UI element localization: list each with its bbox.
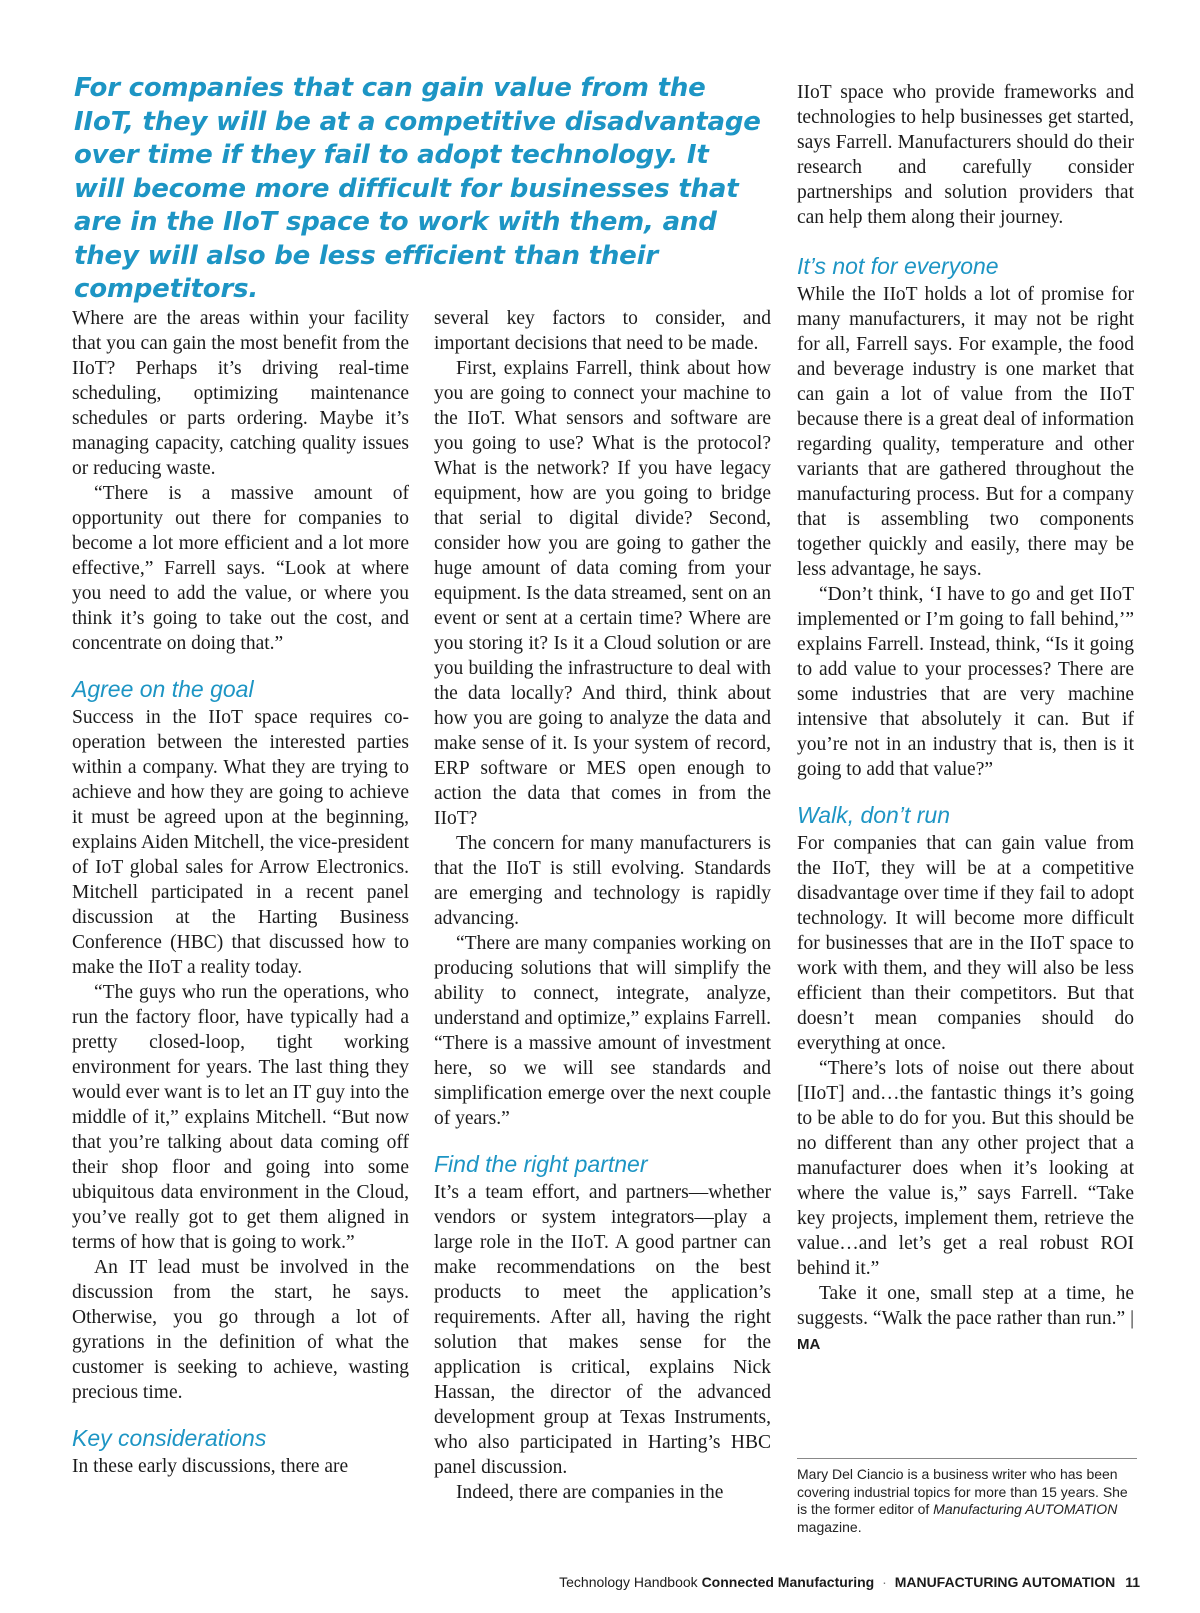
section-heading-find-the-right-partner: Find the right partner xyxy=(434,1151,648,1177)
end-mark: MA xyxy=(797,1336,821,1353)
bio-magazine-name: Manufacturing AUTOMATION xyxy=(933,1501,1118,1517)
paragraph: For companies that can gain value from the IIoT, they will be at a competitive disadvantage over time if they fail to adopt technology. It will become more difficult for businesses that are in the IIoT space to work with them, and they will also be less efficient than their competitors. But that doesn’t mean companies should do everything at once. xyxy=(797,833,1134,1054)
paragraph: “The guys who run the operations, who run the factory floor, have typically had a pretty closed-loop, tight working environment for years. The last thing they would ever want is to let an IT guy into the middle of it,” explains Mitchell. “But now that you’re talking about data coming off their shop floor and going into some ubiquitous data environment in the Cloud, you’ve really got to get them aligned in terms of how that is going to work.” xyxy=(72,982,409,1253)
paragraph: “There’s lots of noise out there about [IIoT] and…the fantastic things it’s going to be able to do for you. But this should be no different than any other project that a manufacturer does when it’s looking at where the value is,” says Farrell. “Take key projects, implement them, retrieve the value…and let’s get a real robust ROI behind it.” xyxy=(797,1058,1134,1279)
paragraph: An IT lead must be involved in the discussion from the start, he says. Otherwise, you go through a lot of gyrations in the definition of what the customer is seeking to achieve, wasting precious time. xyxy=(72,1257,409,1403)
footer-section: Connected Manufacturing xyxy=(701,1574,875,1590)
author-bio xyxy=(797,1466,1137,1536)
paragraph: While the IIoT holds a lot of promise for many manufacturers, it may not be right for all, Farrell says. For example, the food and beverage industry is one market that can gain a lot of value from the IIoT because there is a great deal of information regarding quality, temperature and other variants that are gathered throughout the manufacturing process. But for a company that is assembling two components together quickly and easily, there may be less advantage, he says. xyxy=(797,284,1134,580)
page-number: 11 xyxy=(1125,1574,1140,1590)
bio-text: Mary Del Ciancio is a business writer who has been covering industrial topics for more than 15 years. She is the former editor of xyxy=(797,1466,1128,1517)
paragraph: several key factors to consider, and important decisions that need to be made. xyxy=(434,308,771,354)
paragraph: Where are the areas within your facility that you can gain the most benefit from the IIoT? Perhaps it’s driving real-time scheduling, optimizing maintenance schedules or parts ordering. Maybe it’s managing capacity, catching quality issues or reducing waste. xyxy=(72,308,409,479)
paragraph: IIoT space who provide frameworks and technologies to help businesses get started, says Farrell. Manufacturers should do their research and carefully consider partnerships and solution providers that can help them along their journey. xyxy=(797,82,1134,228)
bio-divider xyxy=(797,1458,1137,1459)
paragraph: First, explains Farrell, think about how you are going to connect your machine to the IIoT. What sensors and software are you going to use? What is the protocol? What is the network? If you have legacy equipment, how are you going to bridge that serial to digital divide? Second, consider how you are going to gather the huge amount of data coming from your equipment. Is the data streamed, sent on an event or sent at a certain time? Where are you storing it? Is it a Cloud solution or are you building the infrastructure to deal with the data locally? And third, think about how you are going to analyze the data and make sense of it. Is your system of record, ERP software or MES open enough to action the data that comes in from the IIoT? xyxy=(434,358,771,829)
closing-text: Take it one, small step at a time, he suggests. “Walk the pace rather than run.” xyxy=(797,1283,1134,1329)
paragraph: In these early discussions, there are xyxy=(72,1456,349,1477)
article-column-2 xyxy=(434,306,771,1505)
footer-separator: · xyxy=(882,1574,887,1590)
page-footer xyxy=(559,1574,1140,1590)
section-heading-key-considerations: Key considerations xyxy=(72,1425,267,1451)
section-heading-walk-dont-run: Walk, don’t run xyxy=(797,802,950,828)
paragraph xyxy=(797,1281,1134,1357)
paragraph: Success in the IIoT space requires co-operation between the interested parties within a company. What they are trying to achieve and how they are going to achieve it must be agreed upon at the beginning, explains Aiden Mitchell, the vice-president of IoT global sales for Arrow Electronics. Mitchell participated in a recent panel discussion at the Harting Business Conference (HBC) that discussed how to make the IIoT a reality today. xyxy=(72,707,409,978)
section-heading-not-for-everyone: It’s not for everyone xyxy=(797,253,999,279)
article-column-1 xyxy=(72,306,409,1479)
footer-handbook: Technology Handbook xyxy=(559,1574,698,1590)
pull-quote: For companies that can gain value from the IIoT, they will be at a competitive disadvantage over time if they fail to adopt technology. It will become more difficult for businesses that are in the IIoT space to work with them, and they will also be less efficient than their competitors. xyxy=(74,73,761,304)
paragraph: Indeed, there are companies in the xyxy=(456,1482,724,1503)
paragraph: “There is a massive amount of opportunity out there for companies to become a lot more efficient and a lot more effective,” Farrell says. “Look at where you need to add the value, or where you think it’s going to take out the cost, and concentrate on doing that.” xyxy=(72,483,409,654)
end-separator: | xyxy=(1130,1308,1135,1329)
paragraph: “There are many companies working on producing solutions that will simplify the ability to connect, integrate, analyze, understand and optimize,” explains Farrell. “There is a massive amount of investment here, so we will see standards and simplification emerge over the next couple of years.” xyxy=(434,933,771,1129)
paragraph: “Don’t think, ‘I have to go and get IIoT implemented or I’m going to fall behind,’” explains Farrell. Instead, think, “Is it going to add value to your processes? There are some industries that are very machine intensive that absolutely it can. But if you’re not in an industry that is, then is it going to add that value?” xyxy=(797,584,1134,780)
bio-text-end: magazine. xyxy=(797,1518,862,1535)
paragraph: It’s a team effort, and partners—whether vendors or system integrators—play a large role in the IIoT. A good partner can make recommendations on the best products to meet the application’s requirements. After all, having the right solution that makes sense for the application is critical, explains Nick Hassan, the director of the advanced development group at Texas Instruments, who also participated in Harting’s HBC panel discussion. xyxy=(434,1182,771,1478)
section-heading-agree-on-the-goal: Agree on the goal xyxy=(72,676,254,702)
article-column-3 xyxy=(797,80,1134,1357)
paragraph: The concern for many manufacturers is that the IIoT is still evolving. Standards are emerging and technology is rapidly advancing. xyxy=(434,833,771,929)
footer-magazine: MANUFACTURING AUTOMATION xyxy=(894,1574,1116,1590)
